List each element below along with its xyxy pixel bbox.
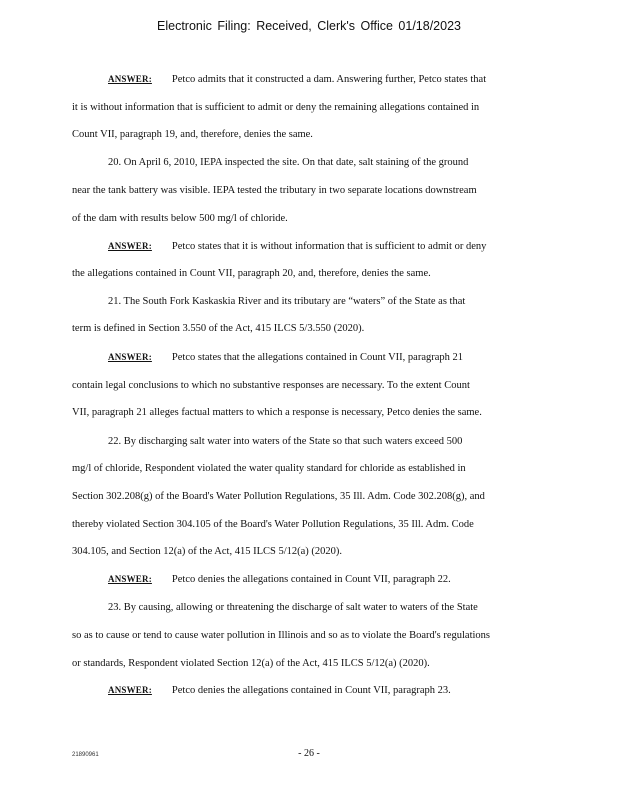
text-line: Count VII, paragraph 19, and, therefore, denies the same. xyxy=(72,129,313,140)
answer-text: Petco states that it is without information that is sufficient to admit or deny xyxy=(171,241,487,252)
paragraph-line: 23. By causing, allowing or threatening the discharge of salt water to waters of the State xyxy=(108,602,478,613)
text-line: Section 302.208(g) of the Board's Water Pollution Regulations, 35 Ill. Adm. Code 302.208(g), and xyxy=(72,491,485,502)
document-id: 21890961 xyxy=(72,752,99,758)
answer-label: ANSWER: xyxy=(108,241,152,251)
paragraph-line: 20. On April 6, 2010, IEPA inspected the site. On that date, salt staining of the ground xyxy=(108,157,469,168)
text-line: so as to cause or tend to cause water pollution in Illinois and so as to violate the Board's regulations xyxy=(72,630,491,641)
answer-text: Petco admits that it constructed a dam. Answering further, Petco states that xyxy=(171,74,487,85)
answer-label: ANSWER: xyxy=(108,74,152,84)
answer-text: Petco denies the allegations contained in Count VII, paragraph 23. xyxy=(171,685,451,696)
text-line: of the dam with results below 500 mg/l of chloride. xyxy=(72,213,288,224)
answer-line xyxy=(108,241,486,252)
text-line: mg/l of chloride, Respondent violated the water quality standard for chloride as established in xyxy=(72,463,466,474)
answer-line xyxy=(108,352,463,363)
answer-text: Petco states that the allegations contained in Count VII, paragraph 21 xyxy=(171,352,464,363)
text-line: or standards, Respondent violated Section 12(a) of the Act, 415 ILCS 5/12(a) (2020). xyxy=(72,658,430,669)
paragraph-line: 22. By discharging salt water into waters of the State so that such waters exceed 500 xyxy=(108,436,463,447)
answer-line xyxy=(108,574,451,585)
text-line: it is without information that is sufficient to admit or deny the remaining allegations contained in xyxy=(72,102,480,113)
answer-line xyxy=(108,685,451,696)
text-line: contain legal conclusions to which no substantive responses are necessary. To the extent Count xyxy=(72,380,470,391)
answer-label: ANSWER: xyxy=(108,685,152,695)
answer-line xyxy=(108,74,486,85)
text-line: the allegations contained in Count VII, paragraph 20, and, therefore, denies the same. xyxy=(72,268,431,279)
text-line: 304.105, and Section 12(a) of the Act, 415 ILCS 5/12(a) (2020). xyxy=(72,546,343,557)
page-number: - 26 - xyxy=(298,748,320,759)
text-line: near the tank battery was visible. IEPA tested the tributary in two separate locations downstream xyxy=(72,185,477,196)
answer-label: ANSWER: xyxy=(108,574,152,584)
filing-stamp-header: Electronic Filing: Received, Clerk's Office 01/18/2023 xyxy=(157,19,461,33)
paragraph-line: 21. The South Fork Kaskaskia River and its tributary are “waters” of the State as that xyxy=(108,296,466,307)
text-line: VII, paragraph 21 alleges factual matters to which a response is necessary, Petco denies the same. xyxy=(72,407,482,418)
answer-text: Petco denies the allegations contained in Count VII, paragraph 22. xyxy=(171,574,451,585)
text-line: term is defined in Section 3.550 of the Act, 415 ILCS 5/3.550 (2020). xyxy=(72,323,365,334)
answer-label: ANSWER: xyxy=(108,352,152,362)
text-line: thereby violated Section 304.105 of the Board's Water Pollution Regulations, 35 Ill. Adm. Code xyxy=(72,519,474,530)
